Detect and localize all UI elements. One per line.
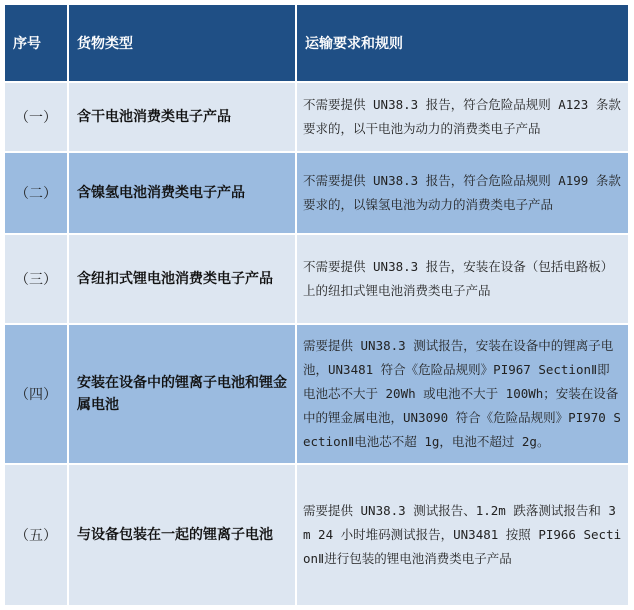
row-cargo-type: 含镍氢电池消费类电子产品 [69,153,295,233]
table-row [5,83,628,151]
row-cargo-type: 含纽扣式锂电池消费类电子产品 [69,235,295,323]
row-rules: 需要提供 UN38.3 测试报告、1.2m 跌落测试报告和 3m 24 小时堆码测试报告，UN3481 按照 PI966 SectionⅡ进行包装的锂电池消费类电子产品 [297,465,628,605]
header-cargo-type: 货物类型 [69,5,295,81]
table-row [5,325,628,463]
table-row [5,235,628,323]
table-row [5,153,628,233]
row-rules: 不需要提供 UN38.3 报告，符合危险品规则 A199 条款要求的，以镍氢电池为动力的消费类电子产品 [297,153,628,233]
row-rules: 需要提供 UN38.3 测试报告，安装在设备中的锂离子电池，UN3481 符合《危险品规则》PI967 SectionⅡ即电池芯不大于 20Wh 或电池不大于 100Wh；安装在设备中的锂金属电池，UN3090 符合《危险品规则》PI970 SectionⅡ电池芯不超 1g，电池不超过 2g。 [297,325,628,463]
battery-transport-table [3,3,630,607]
row-rules: 不需要提供 UN38.3 报告，安装在设备（包括电路板）上的纽扣式锂电池消费类电子产品 [297,235,628,323]
table-row [5,465,628,605]
row-index: （一） [5,83,67,151]
row-cargo-type: 含干电池消费类电子产品 [69,83,295,151]
header-row [5,5,628,81]
header-index: 序号 [5,5,67,81]
row-index: （二） [5,153,67,233]
row-cargo-type: 与设备包装在一起的锂离子电池 [69,465,295,605]
row-index: （五） [5,465,67,605]
row-cargo-type: 安装在设备中的锂离子电池和锂金属电池 [69,325,295,463]
row-rules: 不需要提供 UN38.3 报告，符合危险品规则 A123 条款要求的，以干电池为动力的消费类电子产品 [297,83,628,151]
row-index: （三） [5,235,67,323]
header-rules: 运输要求和规则 [297,5,628,81]
row-index: （四） [5,325,67,463]
